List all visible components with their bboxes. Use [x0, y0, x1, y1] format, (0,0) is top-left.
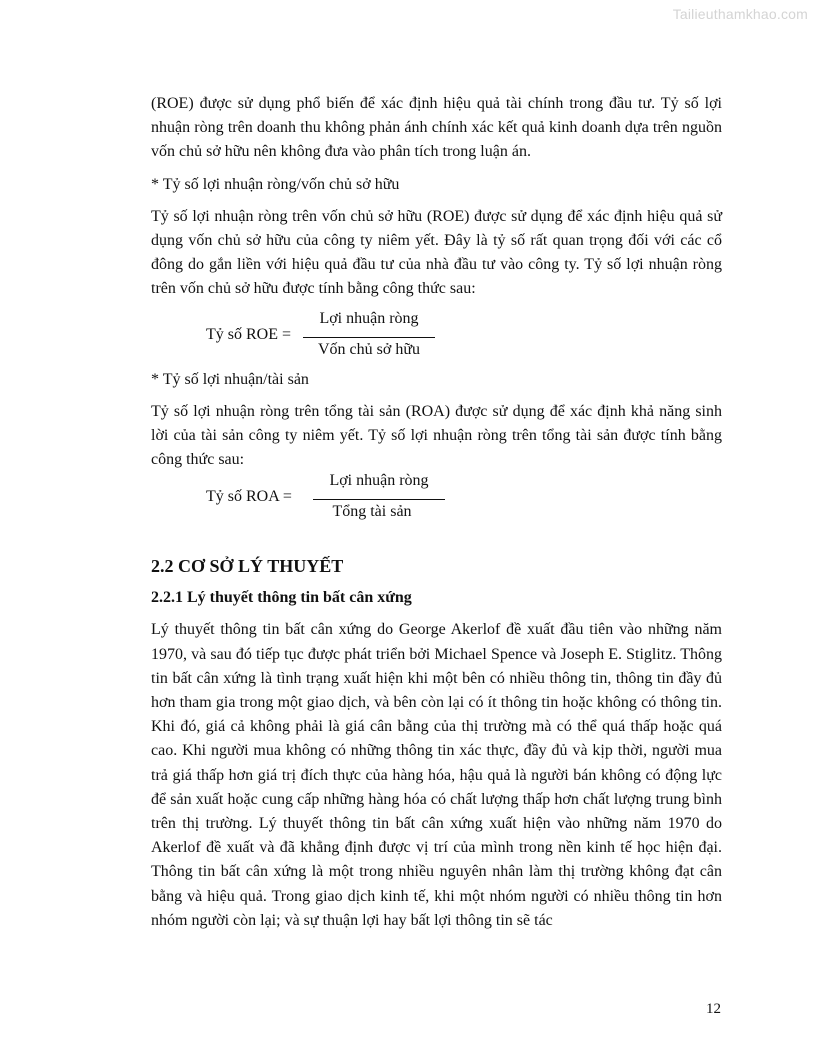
formula-roe-lhs: Tỷ số ROE =: [206, 325, 292, 343]
paragraph-roe-definition: Tỷ số lợi nhuận ròng trên vốn chủ sở hữu (ROE) được sử dụng để xác định hiệu quả sử dụng vốn chủ sở hữu của công ty niêm yết. Đây là tỷ số rất quan trọng đối với các cổ đông do gắn liền với hiệu quả đầu tư của nhà đầu tư vào công ty. Tỷ số lợi nhuận ròng trên vốn chủ sở hữu được tính bằng công thức sau:: [151, 207, 722, 298]
bullet-roa-heading: * Tỷ số lợi nhuận/tài sản: [151, 370, 309, 388]
page-number: 12: [706, 1001, 721, 1017]
formula-roa-fraction-bar: [313, 499, 445, 500]
formula-roa-numerator: Lợi nhuận ròng: [329, 472, 429, 490]
formula-roe-fraction-bar: [303, 337, 435, 338]
formula-roe: [151, 310, 722, 362]
formula-roe-denominator: Vốn chủ sở hữu: [317, 340, 420, 358]
paragraph-roa-definition: Tỷ số lợi nhuận ròng trên tổng tài sản (ROA) được sử dụng để xác định khả năng sinh lời của tài sản công ty niêm yết. Tỷ số lợi nhuận ròng trên tổng tài sản được tính bằng công thức sau:: [151, 402, 722, 469]
page-content: [151, 92, 722, 933]
section-heading: 2.2 CƠ SỞ LÝ THUYẾT: [151, 556, 344, 577]
paragraph-roe-intro: (ROE) được sử dụng phổ biến để xác định hiệu quả tài chính trong đầu tư. Tỷ số lợi nhuận ròng trên doanh thu không phản ánh chính xác kết quả kinh doanh dựa trên nguồn vốn chủ sở hữu nên không đưa vào phân tích trong luận án.: [151, 95, 722, 161]
paragraph-asymmetric-info: Lý thuyết thông tin bất cân xứng do George Akerlof đề xuất đầu tiên vào những năm 1970, và sau đó tiếp tục được phát triển bởi Michael Spence và Joseph E. Stiglitz. Thông tin bất cân xứng là tình trạng xuất hiện khi một bên có nhiều thông tin, thông tin đầy đủ hơn tham gia trong một giao dịch, và bên còn lại có ít thông tin hoặc không có thông tin. Khi đó, giá cả không phải là giá cân bằng của thị trường mà có thể quá thấp hoặc quá cao. Khi người mua không có những thông tin xác thực, đầy đủ và kịp thời, người mua trả giá thấp hơn giá trị đích thực của hàng hóa, hậu quả là người bán không có động lực để sản xuất hoặc cung cấp những hàng hóa có chất lượng thấp hơn chất lượng trung bình trên thị trường. Lý thuyết thông tin bất cân xứng xuất hiện vào những năm 1970 do Akerlof đề xuất và đã khẳng định được vị trí của mình trong nền kinh tế học hiện đại. Thông tin bất cân xứng là một trong nhiều nguyên nhân làm thị trường không đạt cân bằng và hiệu quả. Trong giao dịch kinh tế, khi một nhóm người có nhiều thông tin hơn nhóm người còn lại; và sự thuận lợi hay bất lợi thông tin sẽ tác: [151, 621, 722, 929]
subsection-heading: 2.2.1 Lý thuyết thông tin bất cân xứng: [151, 589, 412, 607]
formula-roa-denominator: Tổng tài sản: [332, 503, 412, 521]
bullet-roe-heading: * Tỷ số lợi nhuận ròng/vốn chủ sở hữu: [151, 175, 400, 193]
formula-roa-lhs: Tỷ số ROA =: [206, 488, 292, 506]
formula-roe-numerator: Lợi nhuận ròng: [319, 309, 419, 327]
formula-roa: [151, 472, 722, 524]
watermark-text: Tailieuthamkhao.com: [672, 6, 808, 22]
